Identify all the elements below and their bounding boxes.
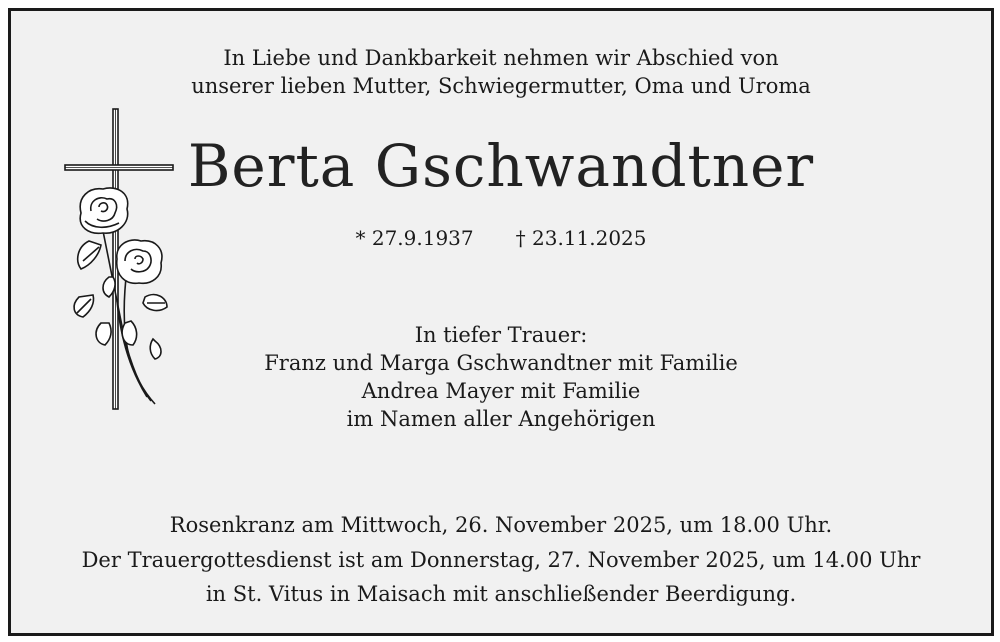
obituary-notice (8, 8, 994, 636)
service-line-3: in St. Vitus in Maisach mit anschließender Beerdigung. (205, 582, 797, 606)
service-line-1: Rosenkranz am Mittwoch, 26. November 2025, um 18.00 Uhr. (169, 513, 833, 537)
mourners-line-4: im Namen aller Angehörigen (346, 407, 656, 431)
mourners-line-3: Andrea Mayer mit Familie (361, 379, 641, 403)
death-date: † 23.11.2025 (515, 226, 647, 250)
deceased-name: Berta Gschwandtner (187, 132, 815, 200)
service-details (11, 508, 991, 612)
birth-date: * 27.9.1937 (355, 226, 474, 250)
mourners-line-2: Franz und Marga Gschwandtner mit Familie (264, 351, 738, 375)
intro-line-2: unserer lieben Mutter, Schwiegermutter, Oma und Uroma (191, 74, 811, 98)
service-line-2: Der Trauergottesdienst ist am Donnerstag, 27. November 2025, um 14.00 Uhr (81, 547, 921, 572)
intro-text (11, 44, 991, 100)
mourners-line-1: In tiefer Trauer: (414, 323, 588, 347)
intro-line-1: In Liebe und Dankbarkeit nehmen wir Abschied von (223, 46, 779, 70)
cross-with-roses-icon (59, 101, 189, 421)
